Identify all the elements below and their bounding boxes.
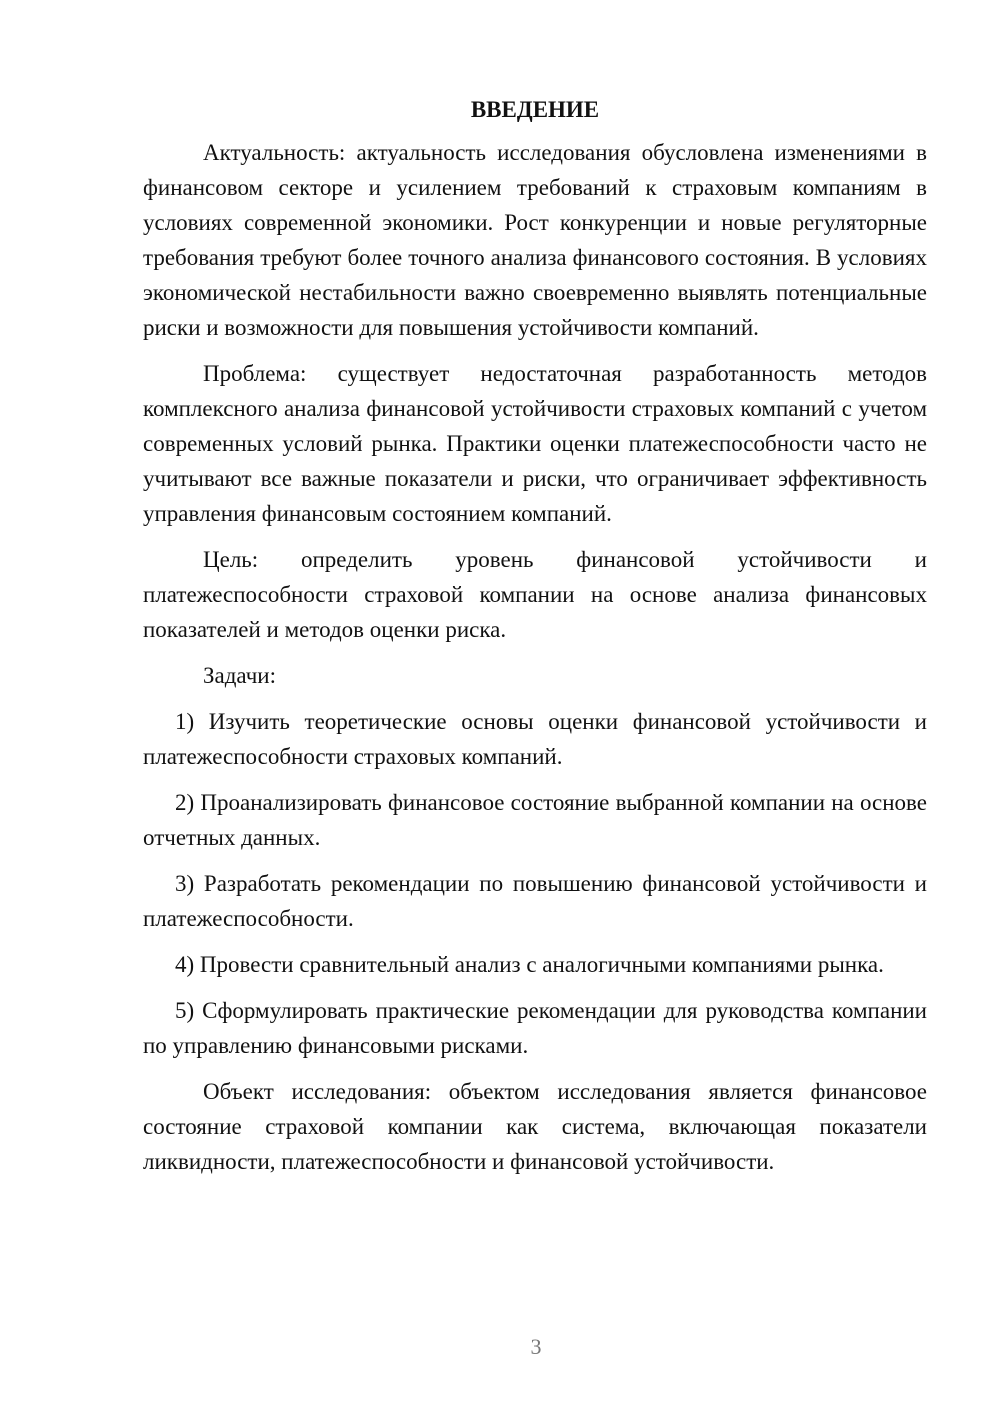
task-item: 4) Провести сравнительный анализ с аналогичными компаниями рынка. [175, 952, 884, 977]
page-content [143, 95, 927, 1190]
task-item: 1) Изучить теоретические основы оценки финансовой устойчивости и платежеспособности страховых компаний. [143, 709, 927, 769]
relevance-paragraph: Актуальность: актуальность исследования обусловлена изменениями в финансовом секторе и усилением требований к страховым компаниям в условиях современной экономики. Рост конкуренции и новые регуляторные требования требуют более точного анализа финансового состояния. В условиях экономической нестабильности важно своевременно выявлять потенциальные риски и возможности для повышения устойчивости компаний. [143, 140, 927, 340]
object-paragraph: Объект исследования: объектом исследования является финансовое состояние страховой компании как система, включающая показатели ликвидности, платежеспособности и финансовой устойчивости. [143, 1079, 927, 1174]
goal-paragraph: Цель: определить уровень финансовой устойчивости и платежеспособности страховой компании на основе анализа финансовых показателей и методов оценки риска. [143, 547, 927, 642]
task-item: 5) Сформулировать практические рекомендации для руководства компании по управлению финансовыми рисками. [143, 998, 927, 1058]
task-item: 3) Разработать рекомендации по повышению финансовой устойчивости и платежеспособности. [143, 871, 927, 931]
page-number: 3 [530, 1334, 542, 1359]
problem-paragraph: Проблема: существует недостаточная разработанность методов комплексного анализа финансовой устойчивости страховых компаний с учетом современных условий рынка. Практики оценки платежеспособности часто не учитывают все важные показатели и риски, что ограничивает эффективность управления финансовым состоянием компаний. [143, 361, 927, 526]
tasks-heading: Задачи: [203, 663, 276, 688]
section-title: ВВЕДЕНИЕ [470, 97, 600, 122]
task-item: 2) Проанализировать финансовое состояние выбранной компании на основе отчетных данных. [143, 790, 927, 850]
